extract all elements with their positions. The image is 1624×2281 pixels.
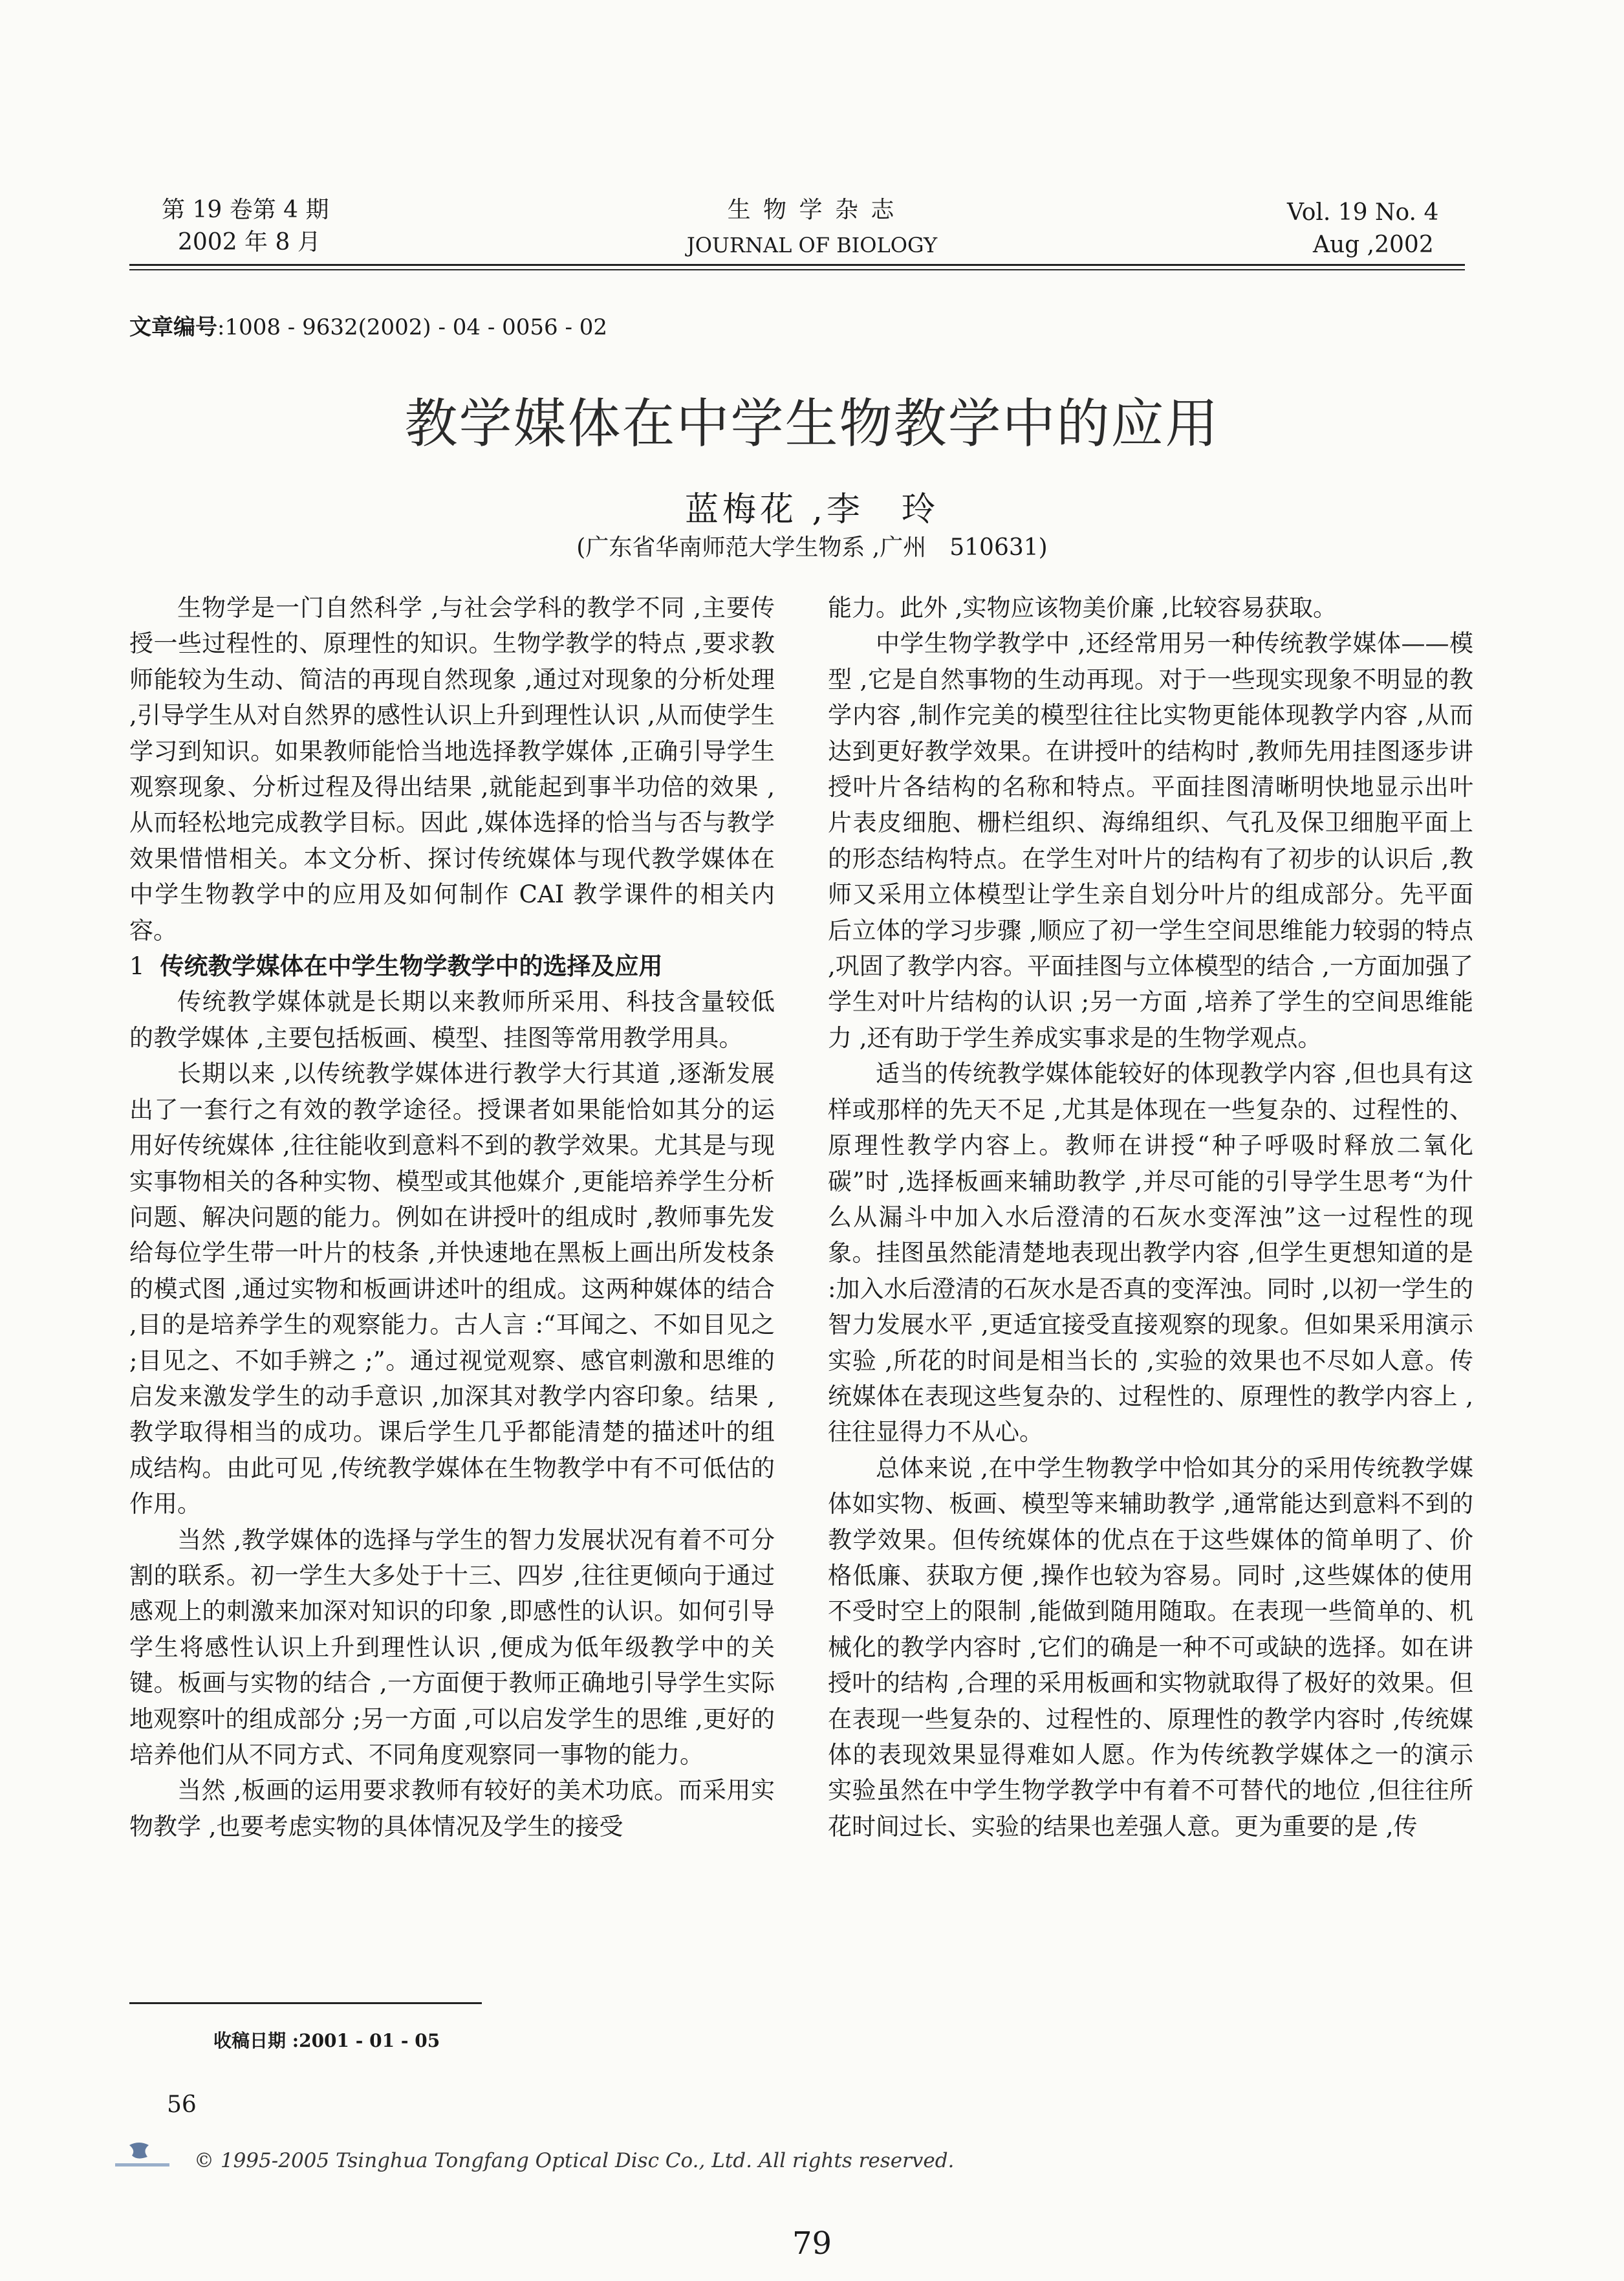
copyright-notice: © 1995-2005 Tsinghua Tongfang Optical Disc Co., Ltd. All rights reserved. bbox=[194, 2149, 955, 2172]
paragraph: 当然 ,板画的运用要求教师有较好的美术功底。而采用实物教学 ,也要考虑实物的具体情况及学生的接受 bbox=[129, 1776, 775, 1840]
footnote-rule bbox=[129, 2002, 482, 2004]
paragraph-intro: 生物学是一门自然科学 ,与社会学科的教学不同 ,主要传授一些过程性的、原理性的知识。生物学教学的特点 ,要求教师能较为生动、简洁的再现自然现象 ,通过对现象的分析处理 ,引导学生从对自然界的感性认识上升到理性认识 ,从而使学生学习到知识。如果教师能恰当地选择教学媒体 ,正确引导学生观察现象、分析过程及得出结果 ,就能起到事半功倍的效果 ,从而轻松地完成教学目标。因此 ,媒体选择的恰当与否与教学效果惜惜相关。本文分析、探讨传统媒体与现代教学媒体在中学生物教学中的应用及如何制作 CAI 教学课件的相关内容。 bbox=[129, 594, 775, 944]
page-number: 56 bbox=[167, 2091, 197, 2118]
paragraph: 长期以来 ,以传统教学媒体进行教学大行其道 ,逐渐发展出了一套行之有效的教学途径。授课者如果能恰如其分的运用好传统媒体 ,往往能收到意料不到的教学效果。尤其是与现实事物相关的各种实物、模型或其他媒介 ,更能培养学生分析问题、解决问题的能力。例如在讲授叶的组成时 ,教师事先发给每位学生带一叶片的枝条 ,并快速地在黑板上画出所发枝条的模式图 ,通过实物和板画讲述叶的组成。这两种媒体的结合 ,目的是培养学生的观察能力。古人言 :“耳闻之、不如目见之 ;目见之、不如手辨之 ;”。通过视觉观察、感官刺激和思维的启发来激发学生的动手意识 ,加深其对教学内容印象。结果 ,教学取得相当的成功。课后学生几乎都能清楚的描述叶的组成结构。由此可见 ,传统教学媒体在生物教学中有不可低估的作用。 bbox=[129, 1060, 775, 1518]
paragraph: 传统教学媒体就是长期以来教师所采用、科技含量较低的教学媒体 ,主要包括板画、模型、挂图等常用教学用具。 bbox=[129, 988, 775, 1052]
paragraph-continued: 能力。此外 ,实物应该物美价廉 ,比较容易获取。 bbox=[828, 594, 1337, 622]
body-right-column bbox=[828, 590, 1473, 1844]
paper-authors: 蓝梅花 ,李 玲 bbox=[684, 490, 940, 529]
body-left-column bbox=[129, 590, 775, 1844]
scan-page-number: 79 bbox=[792, 2225, 832, 2262]
article-id-value: :1008 - 9632(2002) - 04 - 0056 - 02 bbox=[217, 314, 608, 340]
paragraph: 总体来说 ,在中学生物教学中恰如其分的采用传统教学媒体如实物、板画、模型等来辅助教学 ,通常能达到意料不到的教学效果。但传统媒体的优点在于这些媒体的简单明了、价格低廉、获取方便 ,操作也较为容易。同时 ,这些媒体的使用不受时空上的限制 ,能做到随用随取。在表现一些简单的、机械化的教学内容时 ,它们的确是一种不可或缺的选择。如在讲授叶的结构 ,合理的采用板画和实物就取得了极好的效果。但在表现一些复杂的、过程性的、原理性的教学内容时 ,传统媒体的表现效果显得难如人愿。作为传统教学媒体之一的演示实验虽然在中学生物学教学中有着不可替代的地位 ,但往往所花时间过长、实验的结果也差强人意。更为重要的是 ,传 bbox=[828, 1454, 1473, 1840]
paper-affiliation: (广东省华南师范大学生物系 ,广州 510631) bbox=[576, 534, 1048, 561]
cnki-logo-icon bbox=[110, 2139, 175, 2175]
received-date: 收稿日期 :2001 - 01 - 05 bbox=[213, 2030, 440, 2051]
volume-issue: 第 19 卷第 4 期 bbox=[162, 197, 329, 223]
paragraph: 中学生物学教学中 ,还经常用另一种传统教学媒体——模型 ,它是自然事物的生动再现。对于一些现实现象不明显的教学内容 ,制作完美的模型往往比实物更能体现教学内容 ,从而达到更好教学效果。在讲授叶的结构时 ,教师先用挂图逐步讲授叶片各结构的名称和特点。平面挂图清晰明快地显示出叶片表皮细胞、栅栏组织、海绵组织、气孔及保卫细胞平面上的形态结构特点。在学生对叶片的结构有了初步的认识后 ,教师又采用立体模型让学生亲自划分叶片的组成部分。先平面后立体的学习步骤 ,顺应了初一学生空间思维能力较弱的特点 ,巩固了教学内容。平面挂图与立体模型的结合 ,一方面加强了学生对叶片结构的认识 ;另一方面 ,培养了学生的空间思维能力 ,还有助于学生养成实事求是的生物学观点。 bbox=[828, 629, 1473, 1052]
header-rule-top bbox=[129, 264, 1465, 266]
section-heading-1 bbox=[129, 948, 775, 984]
issue-date: 2002 年 8 月 bbox=[178, 229, 321, 256]
paper-title: 教学媒体在中学生物教学中的应用 bbox=[404, 393, 1220, 455]
article-id bbox=[129, 309, 607, 341]
journal-name-en: JOURNAL OF BIOLOGY bbox=[686, 233, 938, 257]
header-rule-bottom bbox=[129, 269, 1465, 270]
section-number: 1 bbox=[129, 952, 145, 981]
journal-name-cn: 生 物 学 杂 志 bbox=[727, 197, 897, 223]
paragraph: 当然 ,教学媒体的选择与学生的智力发展状况有着不可分割的联系。初一学生大多处于十三、四岁 ,往往更倾向于通过感观上的刺激来加深对知识的印象 ,即感性的认识。如何引导学生将感性认识上升到理性认识 ,便成为低年级教学中的关键。板画与实物的结合 ,一方面便于教师正确地引导学生实际地观察叶的组成部分 ;另一方面 ,可以启发学生的思维 ,更好的培养他们从不同方式、不同角度观察同一事物的能力。 bbox=[129, 1525, 775, 1769]
section-title: 传统教学媒体在中学生物学教学中的选择及应用 bbox=[160, 952, 663, 981]
article-id-label: 文章编号 bbox=[129, 314, 217, 340]
paragraph: 适当的传统教学媒体能较好的体现教学内容 ,但也具有这样或那样的先天不足 ,尤其是体现在一些复杂的、过程性的、原理性教学内容上。教师在讲授“种子呼吸时释放二氧化碳”时 ,选择板画来辅助教学 ,并尽可能的引导学生思考“为什么从漏斗中加入水后澄清的石灰水变浑浊”这一过程性的现象。挂图虽然能清楚地表现出教学内容 ,但学生更想知道的是 :加入水后澄清的石灰水是否真的变浑浊。同时 ,以初一学生的智力发展水平 ,更适宜接受直接观察的现象。但如果采用演示实验 ,所花的时间是相当长的 ,实验的效果也不尽如人意。传统媒体在表现这些复杂的、过程性的、原理性的教学内容上 ,往往显得力不从心。 bbox=[828, 1060, 1473, 1446]
volume-en: Vol. 19 No. 4 bbox=[1287, 199, 1439, 226]
date-en: Aug ,2002 bbox=[1313, 232, 1434, 258]
